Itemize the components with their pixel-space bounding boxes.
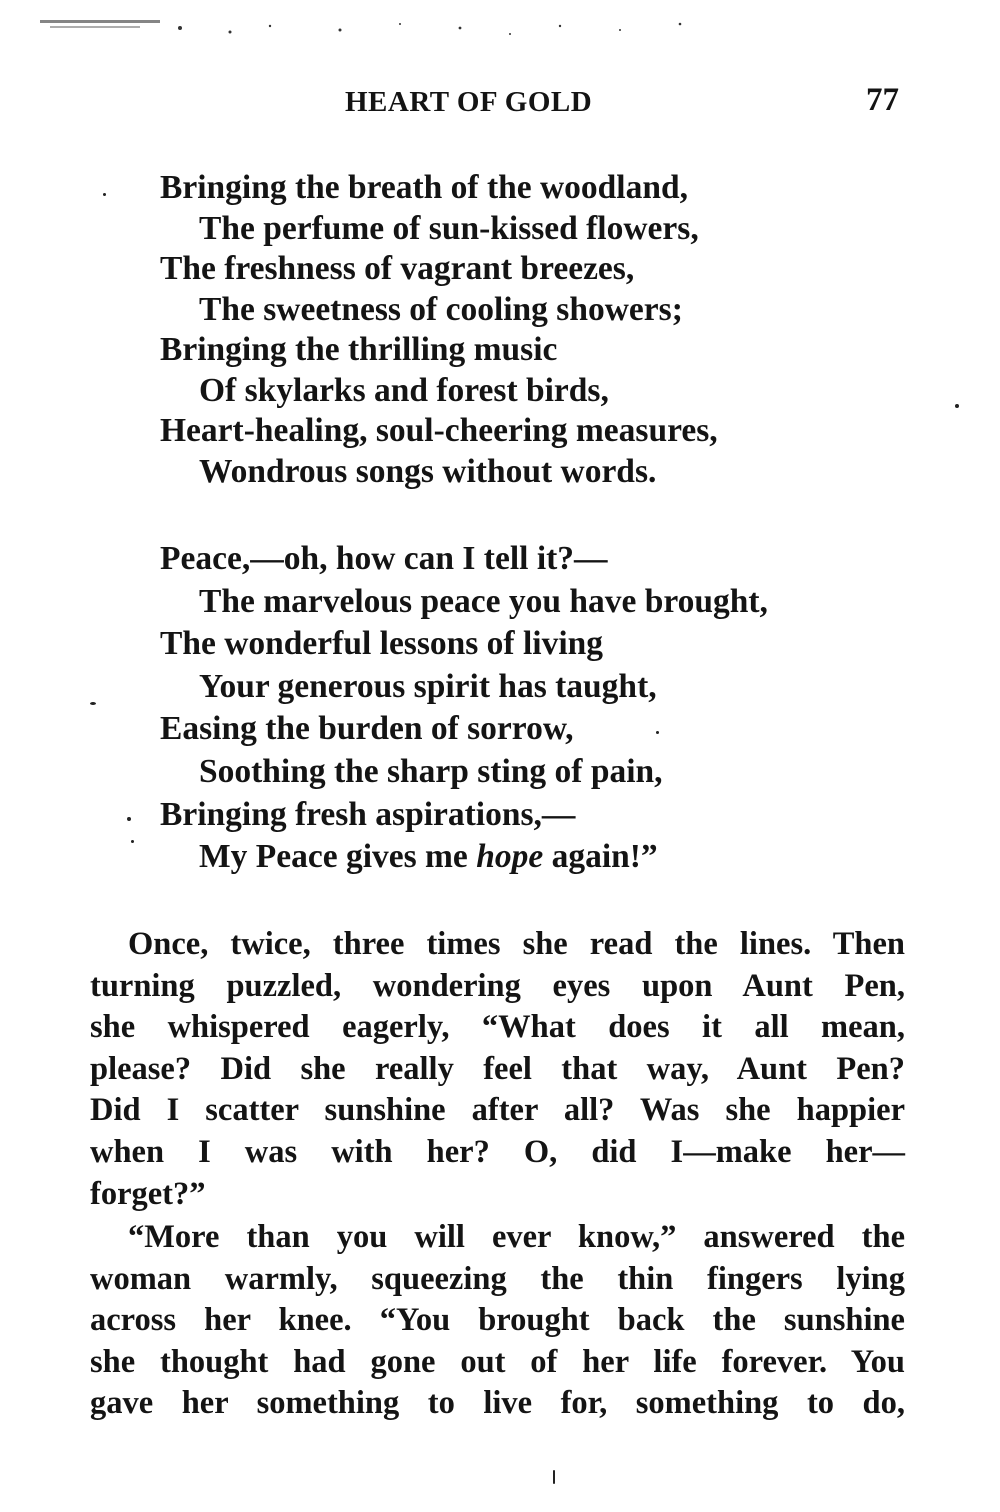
prose-paragraph-2 [90,1217,905,1425]
verse-line: Easing the burden of sorrow, [160,710,574,748]
poem-stanza-1 [160,168,920,492]
verse-line: Peace,—oh, how can I tell it?— [160,540,608,577]
page-number: 77 [866,82,899,118]
prose-line: across her knee. “You brought back the sunshine [90,1302,905,1339]
prose-line: forget?” [90,1175,206,1212]
prose-line: turning puzzled, wondering eyes upon Aunt Pen, [90,967,905,1004]
scan-speck [90,702,96,705]
verse-line: Bringing the thrilling music [160,331,558,368]
scan-noise-decoration [40,18,860,48]
scan-speck [127,817,131,821]
prose-line: gave her something to live for, something to do, [90,1385,905,1422]
scan-speck [103,193,106,196]
prose-line: Once, twice, three times she read the lines. Then [128,926,905,962]
verse-line: The freshness of vagrant breezes, [160,250,635,287]
verse-text: again!” [543,838,658,876]
prose-line: she thought had gone out of her life forever. You [90,1343,905,1380]
scan-speck [553,1470,555,1484]
prose-paragraph-1 [90,924,905,1215]
verse-line: Heart-healing, soul-cheering measures, [160,412,718,449]
verse-line: Of skylarks and forest birds, [199,371,609,409]
verse-line: The wonderful lessons of living [160,625,604,663]
prose-line: Did I scatter sunshine after all? Was she happier [90,1092,905,1129]
verse-line-final [160,836,920,879]
scan-speck [131,840,134,843]
verse-line: Bringing fresh aspirations,— [160,795,576,833]
prose-line: “More than you will ever know,” answered the [128,1219,905,1255]
prose-line: she whispered eagerly, “What does it all mean, [90,1009,905,1046]
prose-line: woman warmly, squeezing the thin fingers lying [90,1260,905,1297]
scan-speck [955,404,959,408]
prose-line: when I was with her? O, did I—make her— [90,1133,905,1170]
verse-line: The perfume of sun-kissed flowers, [199,209,699,247]
page-header [0,82,1000,126]
scan-speck [656,731,659,734]
emphasis-hope: hope [476,838,544,876]
verse-line: The sweetness of cooling showers; [199,290,683,328]
running-title: HEART OF GOLD [345,86,593,118]
verse-line: Bringing the breath of the woodland, [160,169,689,206]
verse-line: Wondrous songs without words. [199,452,657,490]
verse-line: Soothing the sharp sting of pain, [199,752,663,790]
poem-stanza-2 [160,538,920,879]
verse-text: My Peace gives me [199,838,477,876]
verse-line: The marvelous peace you have brought, [199,582,768,620]
prose-line: please? Did she really feel that way, Aunt Pen? [90,1050,905,1087]
verse-line: Your generous spirit has taught, [199,667,657,705]
